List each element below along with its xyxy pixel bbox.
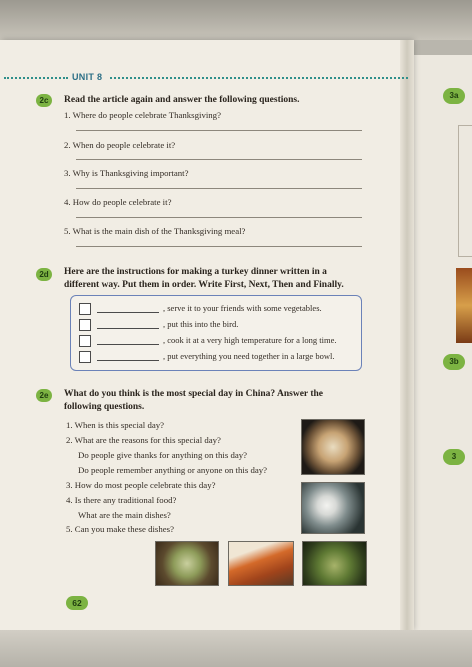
photo-dumplings [155,541,219,586]
unit-dots-left [4,77,68,81]
unit-dots-right [110,77,408,81]
right-page-photo [456,268,472,343]
question-2c-2: 2. When do people celebrate it? [64,140,176,150]
order-blank[interactable] [97,360,159,361]
question-2c-1: 1. Where do people celebrate Thanksgiving? [64,110,221,120]
instruction-2e-line1: What do you think is the most special day in China? Answer the [64,389,324,399]
answer-line[interactable] [76,159,362,160]
order-checkbox[interactable] [79,319,91,331]
answer-line[interactable] [76,246,362,247]
instruction-2e-line2: following questions. [64,402,145,412]
photo-zongzi [302,541,367,586]
question-2e-1: 1. When is this special day? [66,420,165,430]
photo-mooncakes [228,541,294,586]
ordering-box [70,295,362,371]
order-step-text: , cook it at a very high temperature for a long time. [163,335,337,345]
badge-2e: 2e [36,389,52,402]
question-2e-4a: What are the main dishes? [78,510,171,520]
book-spine [400,40,414,630]
answer-line[interactable] [76,188,362,189]
right-page-frame [458,125,472,257]
question-2c-4: 4. How do people celebrate it? [64,197,172,207]
question-2e-5: 5. Can you make these dishes? [66,524,174,534]
unit-label: UNIT 8 [72,72,103,82]
order-blank[interactable] [97,312,159,313]
instruction-2d-line1: Here are the instructions for making a turkey dinner written in a [64,267,327,277]
question-2c-3: 3. Why is Thanksgiving important? [64,168,189,178]
right-badge-3: 3 [443,449,465,465]
page-number: 62 [66,596,88,610]
badge-2d: 2d [36,268,52,281]
order-checkbox[interactable] [79,303,91,315]
badge-2c: 2c [36,94,52,107]
question-2e-4: 4. Is there any traditional food? [66,495,177,505]
instruction-2c: Read the article again and answer the following questions. [64,95,300,105]
question-2e-2: 2. What are the reasons for this special day? [66,435,221,445]
order-blank[interactable] [97,344,159,345]
question-2c-5: 5. What is the main dish of the Thanksgiving meal? [64,226,246,236]
photo-rice-balls [301,482,365,534]
right-badge-3b: 3b [443,354,465,370]
answer-line[interactable] [76,130,362,131]
instruction-2d-line2: different way. Put them in order. Write First, Next, Then and Finally. [64,280,344,290]
unit-header [0,73,412,83]
order-checkbox[interactable] [79,335,91,347]
scan-bottom-shadow [0,630,472,667]
answer-line[interactable] [76,217,362,218]
question-2e-2b: Do people remember anything or anyone on this day? [78,465,268,475]
order-step-text: , serve it to your friends with some vegetables. [163,303,322,313]
question-2e-2a: Do people give thanks for anything on this day? [78,450,248,460]
right-badge-3a: 3a [443,88,465,104]
order-blank[interactable] [97,328,159,329]
photo-noodle-soup [301,419,365,475]
question-2e-3: 3. How do most people celebrate this day? [66,480,216,490]
order-checkbox[interactable] [79,351,91,363]
scan-top-shadow [0,0,472,40]
order-step-text: , put this into the bird. [163,319,239,329]
order-step-text: , put everything you need together in a large bowl. [163,351,335,361]
